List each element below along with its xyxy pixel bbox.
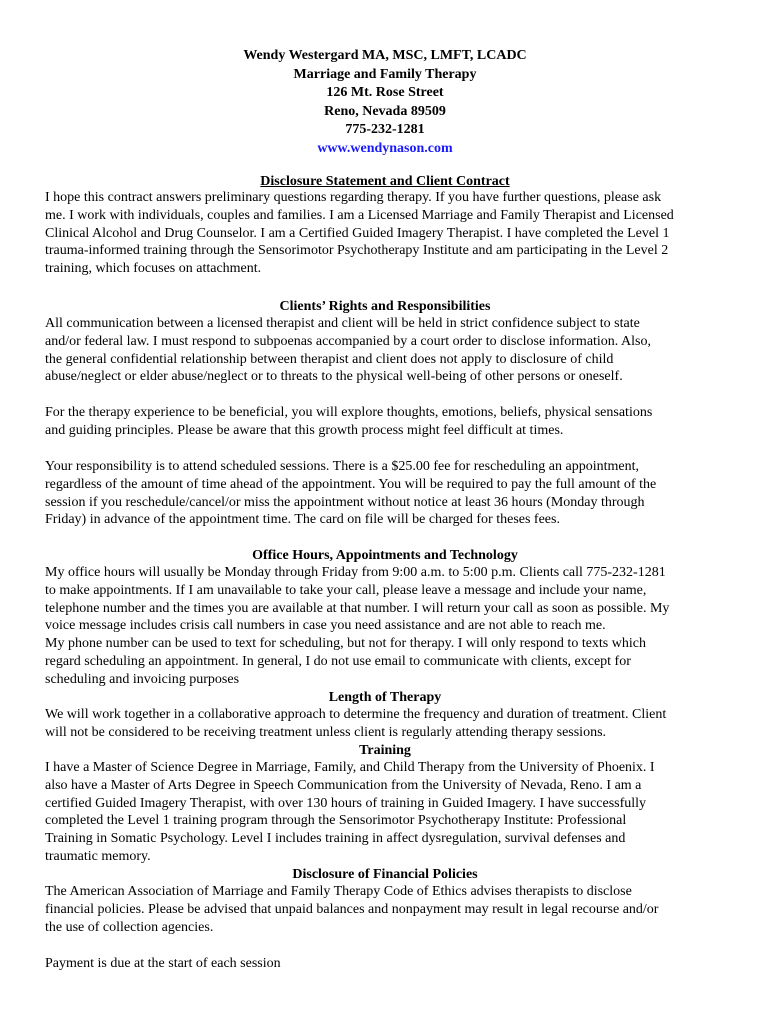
text-line: scheduling and invoicing purposes: [45, 671, 240, 687]
therapist-name: Wendy Westergard MA, MSC, LMFT, LCADC: [243, 48, 527, 63]
training-heading: Training: [359, 743, 411, 758]
text-line: For the therapy experience to be beneficial, you will explore thoughts, emotions, beliefs, physical sensations: [45, 405, 653, 420]
rights-heading: Clients’ Rights and Responsibilities: [279, 299, 491, 314]
street-address: 126 Mt. Rose Street: [326, 85, 444, 100]
text-line: Friday) in advance of the appointment time. The card on file will be charged for theses fees.: [45, 512, 560, 528]
training-paragraph: [45, 759, 745, 866]
text-line: My phone number can be used to text for scheduling, but not for therapy. I will only respond to texts which: [45, 636, 646, 652]
text-line: completed the Level 1 training program through the Sensorimotor Psychotherapy Institute: Professional: [45, 813, 627, 829]
text-line: All communication between a licensed therapist and client will be held in strict confidence subject to state: [45, 316, 640, 331]
text-line: voice message includes crisis call numbers in case you need assistance and are not able to reach me.: [45, 618, 606, 634]
practice-name: Marriage and Family Therapy: [293, 66, 477, 82]
text-line: trauma-informed training through the Sensorimotor Psychotherapy Institute and am participating in the Level 2: [45, 243, 669, 259]
text-line: the use of collection agencies.: [45, 919, 214, 935]
office-paragraph: [45, 564, 745, 689]
rights-paragraph-responsibility: [45, 458, 745, 529]
text-line: abuse/neglect or elder abuse/neglect or to threats to the physical well-being of other persons or oneself.: [45, 369, 623, 385]
office-heading: Office Hours, Appointments and Technology: [252, 548, 518, 563]
text-line: to make appointments. If I am unavailable to take your call, please leave a message and include your name,: [45, 582, 647, 598]
text-line: financial policies. Please be advised that unpaid balances and nonpayment may result in legal recourse and/or: [45, 901, 659, 917]
text-line: me. I work with individuals, couples and families. I am a Licensed Marriage and Family Therapist and Licensed: [45, 207, 674, 223]
text-line: regard scheduling an appointment. In general, I do not use email to communicate with clients, except for: [45, 653, 631, 669]
text-line: will not be considered to be receiving treatment unless client is regularly attending therapy sessions.: [45, 724, 607, 740]
text-line: My office hours will usually be Monday through Friday from 9:00 a.m. to 5:00 p.m. Clients call 775-232-1281: [45, 565, 666, 580]
length-heading: Length of Therapy: [328, 690, 442, 705]
text-line: training, which focuses on attachment.: [45, 261, 262, 277]
text-line: telephone number and the times you are available at that number. I will return your call as soon as possible. My: [45, 600, 670, 616]
length-paragraph: [45, 706, 745, 742]
text-line: certified Guided Imagery Therapist, with over 130 hours of training in Guided Imagery. I have successfully: [45, 795, 647, 811]
text-line: traumatic memory.: [45, 848, 151, 864]
text-line: The American Association of Marriage and Family Therapy Code of Ethics advises therapists to disclose: [45, 884, 632, 899]
text-line: We will work together in a collaborative approach to determine the frequency and duration of treatment. Client: [45, 707, 667, 722]
rights-paragraph-confidentiality: [45, 315, 745, 386]
text-line: also have a Master of Arts Degree in Speech Communication from the University of Nevada, Reno. I am a: [45, 777, 642, 793]
text-line: session if you reschedule/cancel/or miss the appointment without notice at least 36 hours (Monday through: [45, 494, 645, 510]
text-line: Clinical Alcohol and Drug Counselor. I am a Certified Guided Imagery Therapist. I have completed the Level 1: [45, 225, 670, 241]
text-line: and/or federal law. I must respond to subpoenas accompanied by a court order to disclose information. Also,: [45, 333, 651, 349]
rights-paragraph-experience: [45, 404, 745, 440]
text-line: Payment is due at the start of each session: [45, 956, 281, 971]
phone-number: 775-232-1281: [345, 122, 425, 137]
disclosure-heading: Disclosure Statement and Client Contract: [260, 174, 510, 189]
payment-note: [45, 955, 745, 973]
text-line: regardless of the amount of time ahead of the appointment. You will be required to pay the full amount of the: [45, 476, 657, 492]
text-line: Training in Somatic Psychology. Level I includes training in affect dysregulation, survival defenses and: [45, 831, 626, 847]
financial-paragraph: [45, 883, 745, 936]
disclosure-paragraph: [45, 189, 745, 278]
website-link[interactable]: www.wendynason.com: [317, 140, 453, 156]
text-line: I hope this contract answers preliminary questions regarding therapy. If you have further questions, please ask: [45, 190, 662, 205]
city-address: Reno, Nevada 89509: [324, 103, 446, 119]
letterhead: [0, 47, 770, 158]
text-line: I have a Master of Science Degree in Marriage, Family, and Child Therapy from the University of Phoenix. I: [45, 760, 655, 775]
text-line: the general confidential relationship between therapist and client does not apply to disclosure of child: [45, 351, 614, 367]
text-line: and guiding principles. Please be aware that this growth process might feel difficult at times.: [45, 422, 564, 438]
text-line: Your responsibility is to attend scheduled sessions. There is a $25.00 fee for rescheduling an appointment,: [45, 459, 639, 474]
financial-heading: Disclosure of Financial Policies: [292, 867, 478, 882]
